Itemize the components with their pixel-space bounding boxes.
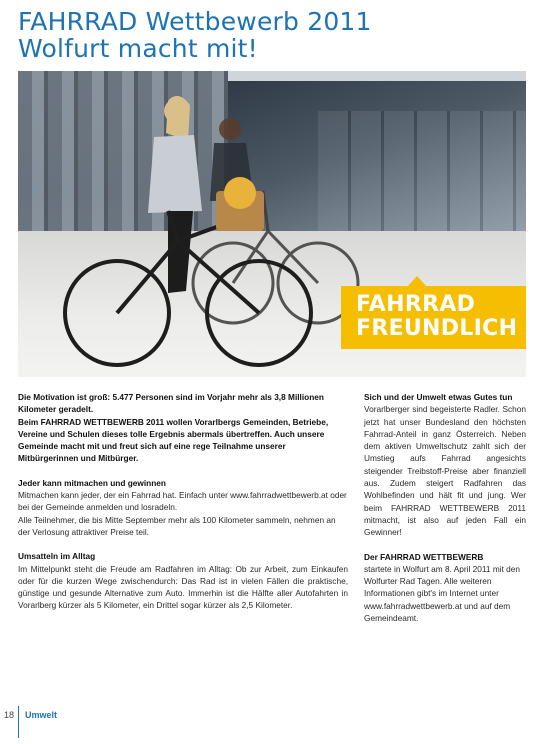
paragraph-mitmachen: Mitmachen kann jeder, der ein Fahrrad hat. Einfach unter www.fahrradwettbewerb.at oder bei der Gemeinde anmelden und losradeln. [18,490,347,513]
title-line-1: FAHRRAD Wettbewerb 2011 [18,7,372,36]
paragraph-wolfurt-start: startete in Wolfurt am 8. April 2011 mit den Wolfurter Rad Tagen. Alle weiteren Informationen gibt's im Internet unter www.fahrradwettbewerb.at und auf dem Gemeindeamt. [364,563,521,624]
heading-umwelt-gutes: Sich und der Umwelt etwas Gutes tun [364,392,513,402]
heading-fahrrad-wettbewerb: Der FAHRRAD WETTBEWERB [364,551,484,562]
page-number: 18 [4,710,15,720]
paragraph-radler: Vorarlberger sind begeisterte Radler. Schon jetzt hat unser Bundesland den höchsten Fahrrad-Anteil in ganz Österreich. Neben dem aktiven Umweltschutz zahlt sich der Umstieg aufs Fahrrad angesichts steigender Treibstoff-Preise aber finanziell aus. Zudem steigert Radfahren das Wohlbefinden und hält fit und jung. Wer beim FAHRRAD WETTBEWERB 2011 mitmacht, ist also auf jeden Fall ein Gewinner! [364,404,526,538]
lead-paragraph-1: Die Motivation ist groß: 5.477 Personen sind im Vorjahr mehr als 3,8 Millionen Kilometer geradelt. [18,392,324,415]
title-line-2: Wolfurt macht mit! [18,34,258,63]
paragraph-alltag: Im Mittelpunkt steht die Freude am Radfahren im Alltag: Ob zur Arbeit, zum Einkaufen oder für die kurzen Wege zwischendurch: Das Rad ist in vielen Fällen die praktische, günstige und gesunde Alternative zum Auto. Immerhin ist die Hälfte aller Autofahrten in Vorarlberg kürzer als 5 Kilometer, ein Drittel sogar kürzer als 2,5 Kilometer. [18,563,348,611]
heading-jeder-kann-mitmachen: Jeder kann mitmachen und gewinnen [18,477,166,488]
badge-line-2: FREUNDLICH [356,316,518,341]
lead-paragraph-2: Beim FAHRRAD WETTBEWERB 2011 wollen Vorarlbergs Gemeinden, Betriebe, Vereine und Schulen dieses tolle Ergebnis abermals übertreffen. Auch unsere Gemeinde macht mit und freut sich auf eine rege Teilnahme unserer Mitbürgerinnen und Mitbürger. [18,416,329,464]
badge-text [356,293,517,341]
right-column [364,391,526,624]
article-title [18,8,372,62]
section-label: Umwelt [25,710,58,720]
badge-line-1: FAHRRAD [356,292,476,317]
footer-divider [18,706,19,738]
heading-umsatteln: Umsatteln im Alltag [18,551,96,562]
left-column [18,391,348,612]
paragraph-teilnehmer: Alle Teilnehmer, die bis Mitte September mehr als 100 Kilometer sammeln, nehmen an der Verlosung attraktiver Preise teil. [18,514,336,537]
